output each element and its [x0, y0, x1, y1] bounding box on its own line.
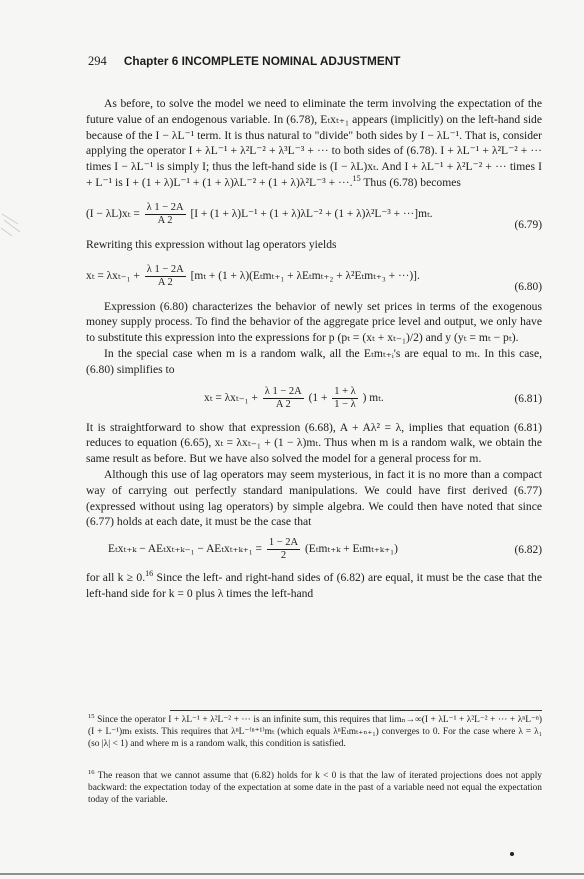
footnote-rule [170, 710, 542, 711]
equation-6-80 [86, 258, 542, 294]
paragraph-2: Rewriting this expression without lag operators yields [86, 237, 337, 251]
footnote-ref-16: 16 [145, 569, 154, 579]
eq-680-number: (6.80) [514, 280, 542, 293]
footnote-ref-15: 15 [352, 174, 361, 184]
scan-smudge-mark [0, 210, 22, 240]
eq-680-lhs: xₜ = λxₜ₋₁ + [86, 269, 140, 282]
footnote-16: $^{16}$ The reason that we cannot assume that (6.82) holds for k < 0 is that the law of iterated projections does not apply backward: the expectation today of the expectation at some date in the past of a variable need not equal the expectation today of the variable. [88, 768, 542, 806]
eq-680-rhs: [mₜ + (1 + λ)(Eₜmₜ₊₁ + λEₜmₜ₊₂ + λ²Eₜmₜ₊₃ + ···)]. [190, 269, 420, 282]
eq-682-number: (6.82) [514, 544, 542, 557]
paragraph-1: As before, to solve the model we need to eliminate the term involving the expectation of the future value of an endogenous variable. In (6.78), Eₜxₜ₊₁ appears (implicitly) on the left-hand side because of the I − λL⁻¹ term. It is thus natural to "divide" both sides by I − λL⁻¹. That is, consider applying the operator I + λL⁻¹ + λ²L⁻² + λ³L⁻³ + ··· to both sides of (6.78). I + λL⁻¹ + λ²L⁻² + ··· times I − λL⁻¹ is simply I; thus the left-hand side is (I − λL)xₜ. And I + λL⁻¹ + λ²L⁻² + ··· times I + L⁻¹ is I + (1 + λ)L⁻¹ + (1 + λ)λL⁻² + (1 + λ)λ²L⁻³ + ···.$^{15}$ Thus (6.78) becomes [86, 97, 542, 189]
scan-dot-mark [510, 852, 514, 856]
eq-679-lhs: (I − λL)xₜ = [86, 207, 140, 220]
eq-681-lhs: xₜ = λxₜ₋₁ + [204, 391, 258, 404]
paragraph-3: Expression (6.80) characterizes the behavior of newly set prices in terms of the exogenous money supply process. To find the behavior of the aggregate price level and output, we only have to substitute this expression into the expressions for p (pₜ = (xₜ + xₜ₋₁)/2) and y (yₜ = mₜ − pₜ). [86, 299, 542, 345]
chapter-title: Chapter 6 INCOMPLETE NOMINAL ADJUSTMENT [123, 54, 401, 68]
equation-6-81 [86, 383, 542, 415]
running-header [88, 54, 400, 69]
eq-681-inner-fraction: $\frac{1 + \lambda}{1 - \lambda}$ [334, 385, 356, 410]
eq-682-rhs: (Eₜmₜ₊ₖ + Eₜmₜ₊ₖ₊₁) [304, 543, 398, 556]
scan-edge-line [0, 873, 584, 875]
eq-679-rhs: [I + (1 + λ)L⁻¹ + (1 + λ)λL⁻² + (1 + λ)λ²L⁻³ + ···]mₜ. [190, 207, 433, 220]
paragraph-6: Although this use of lag operators may seem mysterious, in fact it is no more than a compact way of carrying out perfectly standard manipulations. We could have first derived (6.77) (expressed without using lag operators) by simple algebra. We could then have noted that since (6.77) holds at each date, it must be the case that [86, 467, 542, 529]
paragraph-7: for all k ≥ 0.16 Since the left- and right-hand sides of (6.82) are equal, it must be the case that the left-hand side for k = 0 plus λ times the left-hand [86, 569, 542, 600]
eq-679-number: (6.79) [514, 218, 542, 231]
eq-680-fraction: $\frac{\lambda 1 - 2A}{A 2}$ [146, 263, 184, 288]
paragraph-4: In the special case when m is a random walk, all the Eₜmₜ₊ᵢ's are equal to mₜ. In this case, (6.80) simplifies to [86, 346, 542, 376]
eq-681-paren: (1 + [308, 391, 328, 404]
eq-682-lhs: Eₜxₜ₊ₖ − AEₜxₜ₊ₖ₋₁ − AEₜxₜ₊ₖ₊₁ = [108, 543, 262, 556]
paragraph-5: It is straightforward to show that expression (6.68), A + Aλ² = λ, implies that equation (6.81) reduces to equation (6.65), xₜ = λxₜ₋₁ + (1 − λ)mₜ. Thus when m is a random walk, we obtain the same result as before. But we have also solved the model for a general process for m. [86, 420, 542, 466]
equation-6-82 [86, 535, 542, 565]
eq-681-rhs: ) mₜ. [362, 391, 384, 404]
page-number: 294 [88, 54, 107, 68]
eq-682-fraction: $\frac{1 - 2A}{2}$ [268, 537, 299, 562]
footnote-15: $^{15}$ Since the operator I + λL⁻¹ + λ²L⁻² + ··· is an infinite sum, this requires that limₙ→∞(I + λL⁻¹ + λ²L⁻² + ··· + λⁿL⁻ⁿ)(I + L⁻¹)mₜ exists. This requires that λⁿL⁻⁽ⁿ⁺¹⁾mₜ (which equals λⁿEₜmₜ₊ₙ₊₁) converges to 0. For the case where λ = λ₁ (so |λ| < 1) and where m is a random walk, this condition is satisfied. [88, 712, 542, 750]
eq-681-number: (6.81) [514, 392, 542, 405]
eq-679-fraction: $\frac{\lambda 1 - 2A}{A 2}$ [146, 201, 184, 226]
main-text [86, 96, 542, 602]
eq-681-fraction: $\frac{\lambda 1 - 2A}{A 2}$ [264, 385, 302, 410]
equation-6-79 [86, 196, 542, 232]
